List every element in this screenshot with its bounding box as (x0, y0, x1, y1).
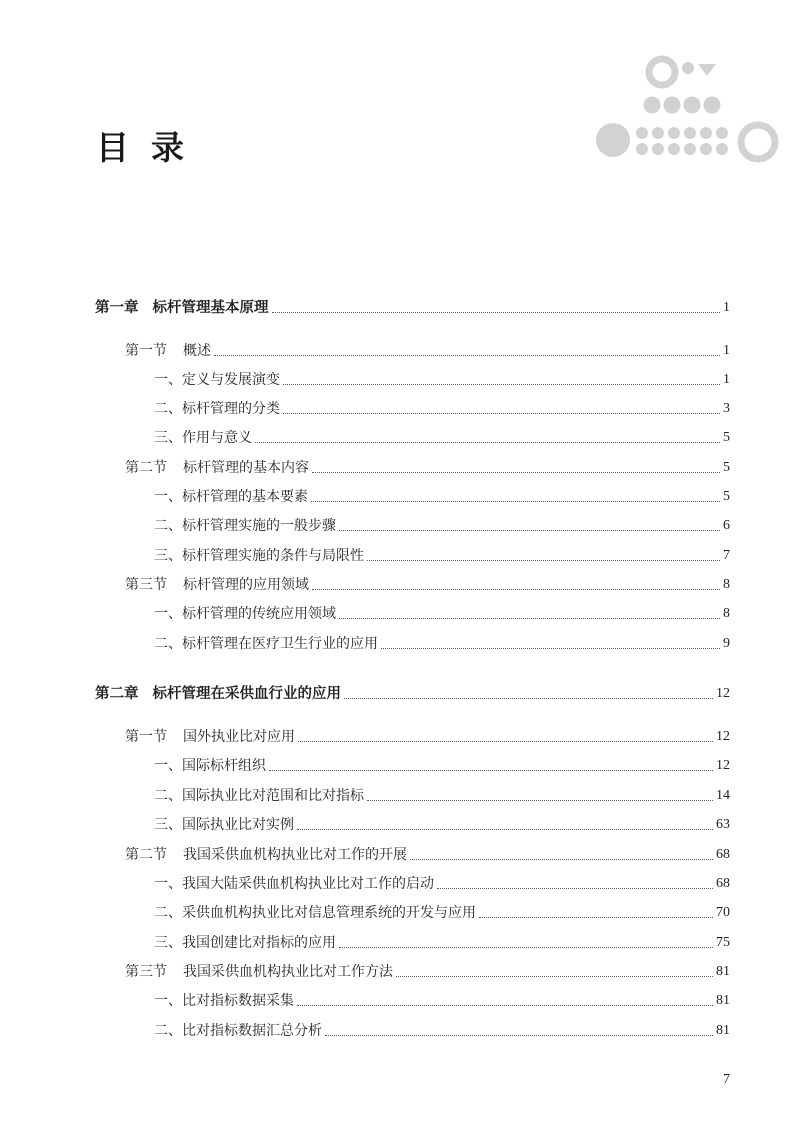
toc-entry-number: 第三节 (125, 964, 167, 980)
toc-entry-number: 第一节 (125, 343, 167, 359)
toc-entry-page: 1 (723, 300, 730, 315)
dot-leader (339, 530, 720, 531)
toc-entry-title: 一、标杆管理的传统应用领域 (154, 606, 336, 622)
toc-entry-title: 一、我国大陆采供血机构执业比对工作的启动 (154, 876, 434, 892)
toc-entry-page: 81 (716, 964, 730, 979)
toc-section-entry[interactable] (125, 959, 730, 981)
toc-entry-title: 三、标杆管理实施的条件与局限性 (154, 548, 364, 564)
toc-entry-page: 3 (723, 401, 730, 416)
toc-item-entry[interactable] (154, 367, 730, 389)
toc-item-entry[interactable] (154, 988, 730, 1010)
toc-item-entry[interactable] (154, 484, 730, 506)
dot-leader (312, 589, 720, 590)
dot-leader (283, 413, 720, 414)
toc-entry-page: 12 (716, 729, 730, 744)
dot-leader (283, 384, 720, 385)
toc-item-entry[interactable] (154, 601, 730, 623)
dot-leader (410, 859, 713, 860)
toc-entry-title: 标杆管理在采供血行业的应用 (152, 686, 341, 702)
toc-entry-number: 第一节 (125, 729, 167, 745)
toc-entry-label (125, 576, 309, 594)
toc-entry-title: 标杆管理基本原理 (152, 300, 269, 316)
toc-entry-label (154, 400, 280, 418)
toc-entry-label (125, 846, 407, 864)
toc-entry-label (95, 299, 269, 317)
toc-entry-page: 68 (716, 847, 730, 862)
toc-entry-page: 81 (716, 1023, 730, 1038)
toc-entry-title: 三、作用与意义 (154, 430, 252, 446)
toc-entry-title: 三、我国创建比对指标的应用 (154, 935, 336, 951)
page-title-char-1: 目 (96, 128, 129, 167)
toc-entry-title: 概述 (183, 343, 211, 359)
toc-entry-page: 6 (723, 518, 730, 533)
toc-section-entry[interactable] (125, 338, 730, 360)
toc-entry-title: 二、标杆管理实施的一般步骤 (154, 518, 336, 534)
toc-entry-label (154, 547, 364, 565)
page-title-char-2: 录 (151, 128, 184, 167)
toc-entry-page: 9 (723, 636, 730, 651)
toc-entry-label (154, 371, 280, 389)
toc-entry-number: 第二节 (125, 460, 167, 476)
toc-entry-page: 5 (723, 430, 730, 445)
toc-entry-title: 一、定义与发展演变 (154, 372, 280, 388)
toc-item-entry[interactable] (154, 1018, 730, 1040)
toc-entry-page: 81 (716, 993, 730, 1008)
toc-entry-label (154, 488, 308, 506)
toc-entry-page: 7 (723, 548, 730, 563)
dot-leader (479, 917, 713, 918)
toc-entry-title: 三、国际执业比对实例 (154, 817, 294, 833)
toc-item-entry[interactable] (154, 425, 730, 447)
dot-leader (312, 472, 720, 473)
toc-entry-title: 一、国际标杆组织 (154, 758, 266, 774)
toc-entry-page: 12 (716, 686, 730, 701)
toc-entry-number: 第二节 (125, 847, 167, 863)
toc-entry-title: 二、国际执业比对范围和比对指标 (154, 788, 364, 804)
toc-entry-page: 14 (716, 788, 730, 803)
toc-section-entry[interactable] (125, 455, 730, 477)
toc-entry-page: 75 (716, 935, 730, 950)
dot-leader (272, 312, 721, 313)
toc-entry-title: 一、标杆管理的基本要素 (154, 489, 308, 505)
toc-item-entry[interactable] (154, 753, 730, 775)
toc-item-entry[interactable] (154, 631, 730, 653)
toc-entry-number: 第三节 (125, 577, 167, 593)
toc-entry-label (125, 459, 309, 477)
dot-leader (344, 698, 713, 699)
dot-leader (325, 1035, 713, 1036)
dot-leader (269, 770, 713, 771)
toc-item-entry[interactable] (154, 783, 730, 805)
dot-leader (437, 888, 713, 889)
toc-entry-label (154, 605, 336, 623)
toc-entry-page: 5 (723, 460, 730, 475)
toc-entry-title: 标杆管理的基本内容 (183, 460, 309, 476)
dot-leader (255, 442, 720, 443)
toc-entry-title: 二、比对指标数据汇总分析 (154, 1023, 322, 1039)
toc-entry-label (154, 757, 266, 775)
toc-entry-title: 我国采供血机构执业比对工作方法 (183, 964, 393, 980)
toc-entry-number: 第一章 (95, 300, 139, 316)
toc-entry-page: 8 (723, 577, 730, 592)
toc-entry-page: 1 (723, 343, 730, 358)
toc-section-entry[interactable] (125, 842, 730, 864)
toc-entry-page: 12 (716, 758, 730, 773)
page-number: 7 (723, 1072, 730, 1087)
dot-leader (381, 648, 720, 649)
toc-entry-page: 68 (716, 876, 730, 891)
toc-entry-label (154, 635, 378, 653)
toc-item-entry[interactable] (154, 930, 730, 952)
toc-item-entry[interactable] (154, 900, 730, 922)
toc-section-entry[interactable] (125, 572, 730, 594)
toc-item-entry[interactable] (154, 812, 730, 834)
toc-chapter-entry[interactable] (95, 295, 730, 317)
toc-entry-page: 70 (716, 905, 730, 920)
toc-entry-label (154, 816, 294, 834)
dot-leader (339, 618, 720, 619)
toc-entry-title: 国外执业比对应用 (183, 729, 295, 745)
toc-item-entry[interactable] (154, 513, 730, 535)
toc-entry-label (154, 992, 294, 1010)
toc-entry-label (154, 787, 364, 805)
toc-entry-title: 标杆管理的应用领域 (183, 577, 309, 593)
toc-entry-page: 8 (723, 606, 730, 621)
toc-entry-title: 我国采供血机构执业比对工作的开展 (183, 847, 407, 863)
toc-chapter-entry[interactable] (95, 681, 730, 703)
toc-entry-page: 5 (723, 489, 730, 504)
toc-entry-title: 一、比对指标数据采集 (154, 993, 294, 1009)
toc-entry-label (95, 685, 341, 703)
toc-entry-label (154, 875, 434, 893)
dot-leader (297, 1005, 713, 1006)
toc-entry-title: 二、采供血机构执业比对信息管理系统的开发与应用 (154, 905, 476, 921)
toc-entry-label (154, 517, 336, 535)
toc-item-entry[interactable] (154, 871, 730, 893)
dot-leader (396, 976, 713, 977)
toc-entry-label (154, 934, 336, 952)
dot-leader (214, 355, 720, 356)
toc-entry-label (154, 904, 476, 922)
dot-leader (367, 560, 720, 561)
toc-section-entry[interactable] (125, 724, 730, 746)
toc-item-entry[interactable] (154, 396, 730, 418)
toc-entry-label (125, 342, 211, 360)
toc-item-entry[interactable] (154, 543, 730, 565)
toc-entry-number: 第二章 (95, 686, 139, 702)
toc-entry-page: 1 (723, 372, 730, 387)
toc-entry-page: 63 (716, 817, 730, 832)
dot-leader (298, 741, 713, 742)
toc-entry-label (154, 1022, 322, 1040)
toc-entry-label (154, 429, 252, 447)
toc-entry-label (125, 728, 295, 746)
dot-leader (339, 947, 713, 948)
dot-leader (367, 800, 713, 801)
dot-leader (311, 501, 720, 502)
dot-leader (297, 829, 713, 830)
toc-entry-label (125, 963, 393, 981)
toc-entry-title: 二、标杆管理的分类 (154, 401, 280, 417)
toc-entry-title: 二、标杆管理在医疗卫生行业的应用 (154, 636, 378, 652)
